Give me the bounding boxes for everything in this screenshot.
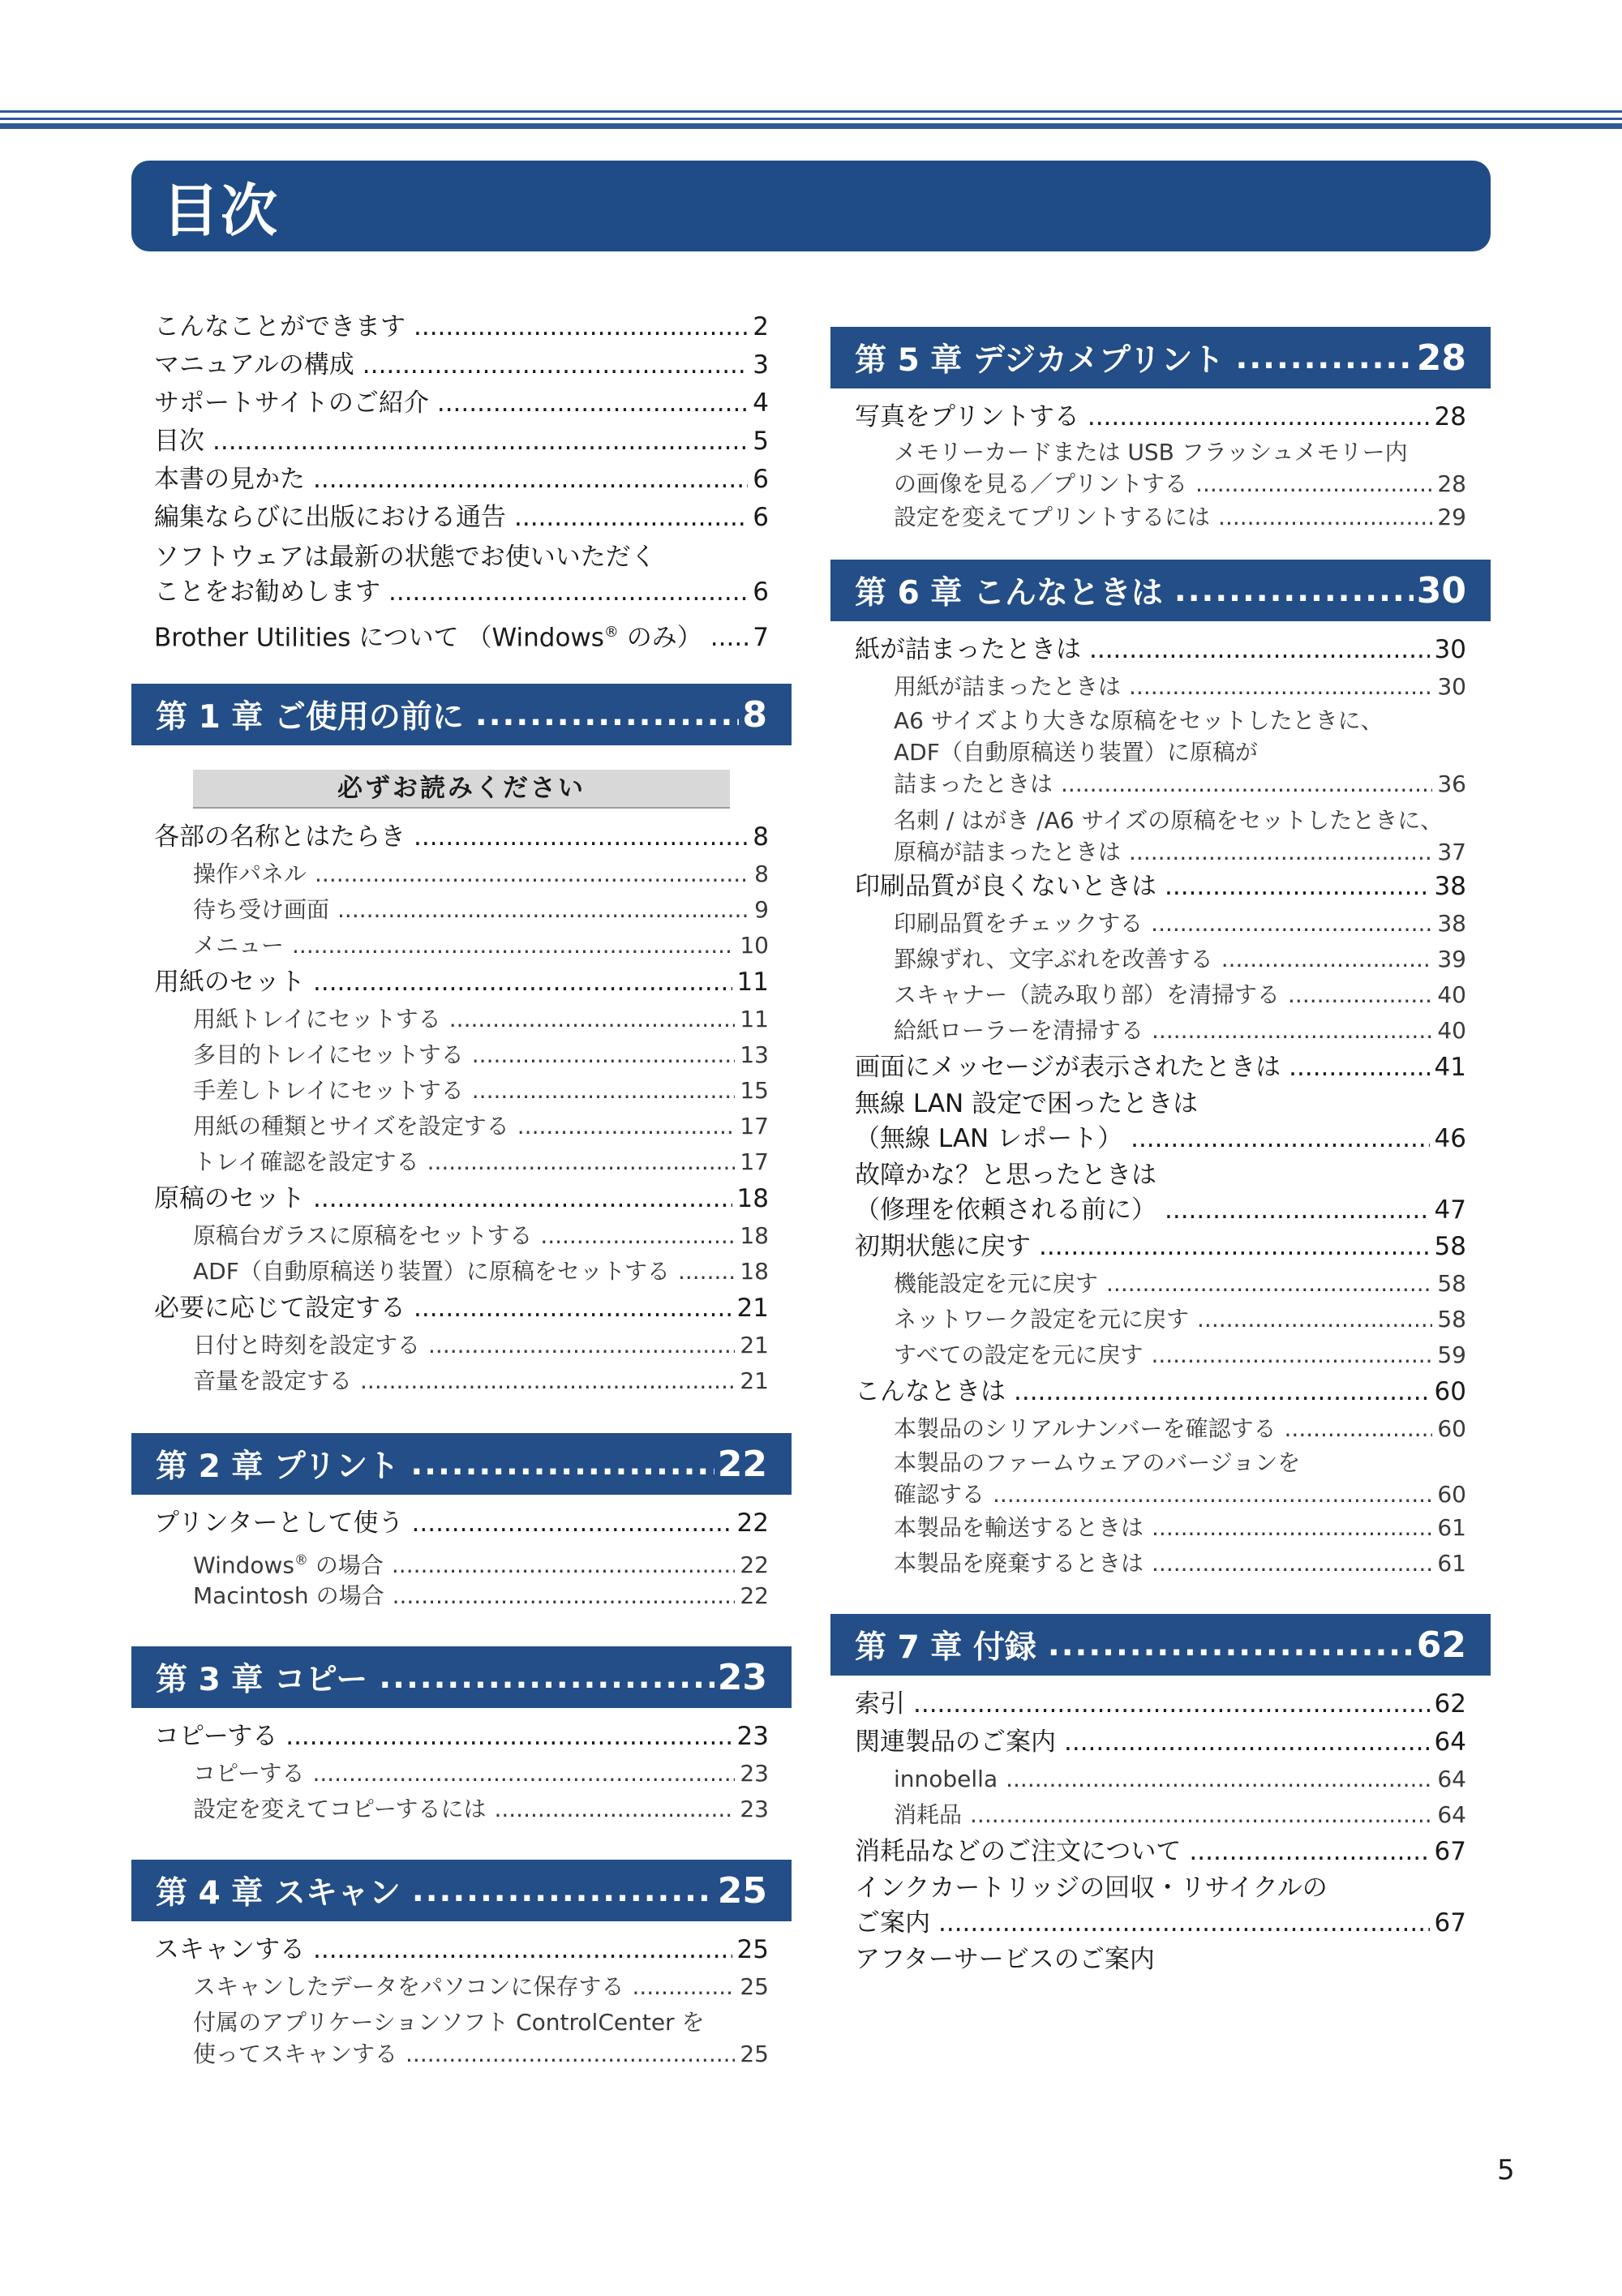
toc-subentry[interactable]: コピーする ..... 23 [154,1756,769,1792]
toc-entry[interactable]: 原稿のセット ..... 18 [154,1180,769,1218]
toc-subentry[interactable]: Macintosh の場合 ..... 22 [154,1578,769,1614]
toc-subentry[interactable]: すべての設定を元に戻す ..... 59 [855,1337,1466,1373]
page-title-bar [131,161,1491,251]
toc-subentry[interactable]: 日付と時刻を設定する ..... 21 [154,1328,769,1363]
chapter-3-entries [131,1708,792,1827]
intro-entries [131,308,792,651]
chapter-6-entries [830,621,1491,1581]
chapter-7-heading[interactable]: 第 7 章 付録 ..... 62 [830,1614,1491,1676]
toc-subentry[interactable]: 用紙が詰まったときは ..... 30 [855,669,1466,705]
toc-subentry-multiline[interactable]: A6 サイズより大きな原稿をセットしたときに、 ADF（自動原稿送り装置）に原稿が 詰まったときは ..... 36 [855,705,1466,800]
chapter-5-entries [830,388,1491,535]
toc-subentry-multiline[interactable]: 名刺 / はがき /A6 サイズの原稿をセットしたときに、 原稿が詰まったときは ..... 37 [855,805,1466,868]
chapter-4-entries [131,1921,792,2070]
toc-subentry[interactable]: 本製品を輸送するときは ..... 61 [855,1510,1466,1546]
toc-subentry[interactable]: 消耗品 ..... 64 [855,1797,1466,1833]
toc-entry-multiline[interactable]: ソフトウェアは最新の状態でお使いいただく ことをお勧めします ..... 6 [154,540,769,610]
toc-subentry[interactable]: 印刷品質をチェックする ..... 38 [855,906,1466,942]
toc-subentry-multiline[interactable]: 付属のアプリケーションソフト ControlCenter を 使ってスキャンする ..... 25 [154,2006,769,2070]
toc-entry[interactable]: 印刷品質が良くないときは ..... 38 [855,868,1466,906]
toc-entry[interactable]: 必要に応じて設定する ..... 21 [154,1290,769,1328]
toc-subentry[interactable]: 本製品のシリアルナンバーを確認する ..... 60 [855,1411,1466,1447]
toc-subentry-multiline[interactable]: 本製品のファームウェアのバージョンを 確認する ..... 60 [855,1447,1466,1510]
toc-subentry[interactable]: 操作パネル ..... 8 [154,856,769,892]
toc-entry[interactable]: 写真をプリントする ..... 28 [855,398,1466,436]
toc-entry[interactable]: 本書の見かた ..... 6 [154,461,769,499]
toc-entry[interactable]: 紙が詰まったときは ..... 30 [855,631,1466,669]
toc-entry[interactable]: 編集ならびに出版における通告 ..... 6 [154,499,769,537]
toc-entry[interactable]: サポートサイトのご紹介 ..... 4 [154,384,769,423]
chapter-2-heading[interactable]: 第 2 章 プリント ..... 22 [131,1433,792,1495]
toc-entry[interactable]: 消耗品などのご注文について ..... 67 [855,1833,1466,1871]
toc-entry[interactable]: 用紙のセット ..... 11 [154,963,769,1002]
toc-left-column [131,308,792,2070]
page-title: 目次 [162,177,279,244]
toc-entry[interactable]: コピーする ..... 23 [154,1718,769,1756]
toc-subentry[interactable]: 用紙トレイにセットする ..... 11 [154,1002,769,1037]
toc-right-column [830,327,1491,1979]
top-rule-1 [0,110,1622,113]
toc-entry[interactable]: 各部の名称とはたらき ..... 8 [154,818,769,856]
chapter-1-entries [131,818,792,1399]
chapter-3-heading[interactable]: 第 3 章 コピー ..... 23 [131,1646,792,1708]
toc-entry[interactable]: こんなときは ..... 60 [855,1373,1466,1411]
toc-subentry[interactable]: 手差しトレイにセットする ..... 15 [154,1073,769,1109]
toc-subentry[interactable]: ADF（自動原稿送り装置）に原稿をセットする ..... 18 [154,1254,769,1290]
toc-entry[interactable]: アフターサービスのご案内 [855,1945,1155,1974]
toc-subentry[interactable]: 原稿台ガラスに原稿をセットする ..... 18 [154,1218,769,1254]
toc-subentry[interactable]: 給紙ローラーを清掃する ..... 40 [855,1013,1466,1049]
toc-subentry[interactable]: 設定を変えてプリントするには ..... 29 [855,500,1466,535]
toc-entry-multiline[interactable]: 故障かな？と思ったときは （修理を依頼される前に） ..... 47 [855,1158,1466,1228]
toc-entry[interactable]: 目次 ..... 5 [154,423,769,461]
toc-subentry[interactable]: 音量を設定する ..... 21 [154,1363,769,1399]
toc-entry-multiline[interactable]: 無線 LAN 設定で困ったときは （無線 LAN レポート） ..... 46 [855,1087,1466,1157]
toc-subentry[interactable]: 待ち受け画面 ..... 9 [154,892,769,928]
toc-entry[interactable]: こんなことができます ..... 2 [154,308,769,346]
toc-entry-utilities[interactable]: Brother Utilities について （Windows® のみ） ..... 7 [154,613,769,651]
toc-subentry[interactable]: 罫線ずれ、文字ぶれを改善する ..... 39 [855,942,1466,977]
page-number: 5 [1497,2154,1515,2187]
toc-entry[interactable]: 画面にメッセージが表示されたときは ..... 41 [855,1049,1466,1087]
chapter-5-heading[interactable]: 第 5 章 デジカメプリント ..... 28 [830,327,1491,388]
toc-entry[interactable]: スキャンする ..... 25 [154,1931,769,1969]
top-rule-3 [0,123,1622,129]
toc-entry[interactable]: 関連製品のご案内 ..... 64 [855,1723,1466,1762]
chapter-4-heading[interactable]: 第 4 章 スキャン ..... 25 [131,1860,792,1921]
chapter-6-heading[interactable]: 第 6 章 こんなときは ..... 30 [830,560,1491,621]
toc-subentry[interactable]: メニュー ..... 10 [154,928,769,963]
toc-entry[interactable]: マニュアルの構成 ..... 3 [154,346,769,384]
toc-subentry[interactable]: 機能設定を元に戻す ..... 58 [855,1266,1466,1302]
toc-entry[interactable]: 初期状態に戻す ..... 58 [855,1228,1466,1266]
toc-subentry[interactable]: 設定を変えてコピーするには ..... 23 [154,1792,769,1827]
toc-subentry[interactable]: トレイ確認を設定する ..... 17 [154,1144,769,1180]
toc-entry-multiline[interactable]: インクカートリッジの回収・リサイクルの ご案内 ..... 67 [855,1871,1466,1941]
toc-entry[interactable]: 索引 ..... 62 [855,1685,1466,1723]
toc-subentry[interactable]: 本製品を廃棄するときは ..... 61 [855,1546,1466,1581]
chapter-2-entries [131,1495,792,1614]
chapter-7-entries [830,1676,1491,1979]
toc-subentry[interactable]: 多目的トレイにセットする ..... 13 [154,1037,769,1073]
must-read-band: 必ずお読みください [193,770,730,809]
toc-subentry-multiline[interactable]: メモリーカードまたは USB フラッシュメモリー内 の画像を見る／プリントする ..... 28 [855,436,1466,500]
chapter-1-heading[interactable]: 第 1 章 ご使用の前に ..... 8 [131,684,792,745]
toc-subentry[interactable]: 用紙の種類とサイズを設定する ..... 17 [154,1109,769,1144]
toc-subentry[interactable]: Windows® の場合 ..... 22 [154,1543,769,1578]
toc-subentry[interactable]: スキャナー（読み取り部）を清掃する ..... 40 [855,977,1466,1013]
toc-subentry[interactable]: innobella ..... 64 [855,1762,1466,1797]
toc-subentry[interactable]: スキャンしたデータをパソコンに保存する ..... 25 [154,1969,769,2005]
toc-entry[interactable]: プリンターとして使う ..... 22 [154,1504,769,1543]
toc-subentry[interactable]: ネットワーク設定を元に戻す ..... 58 [855,1302,1466,1337]
top-rule-2 [0,118,1622,120]
